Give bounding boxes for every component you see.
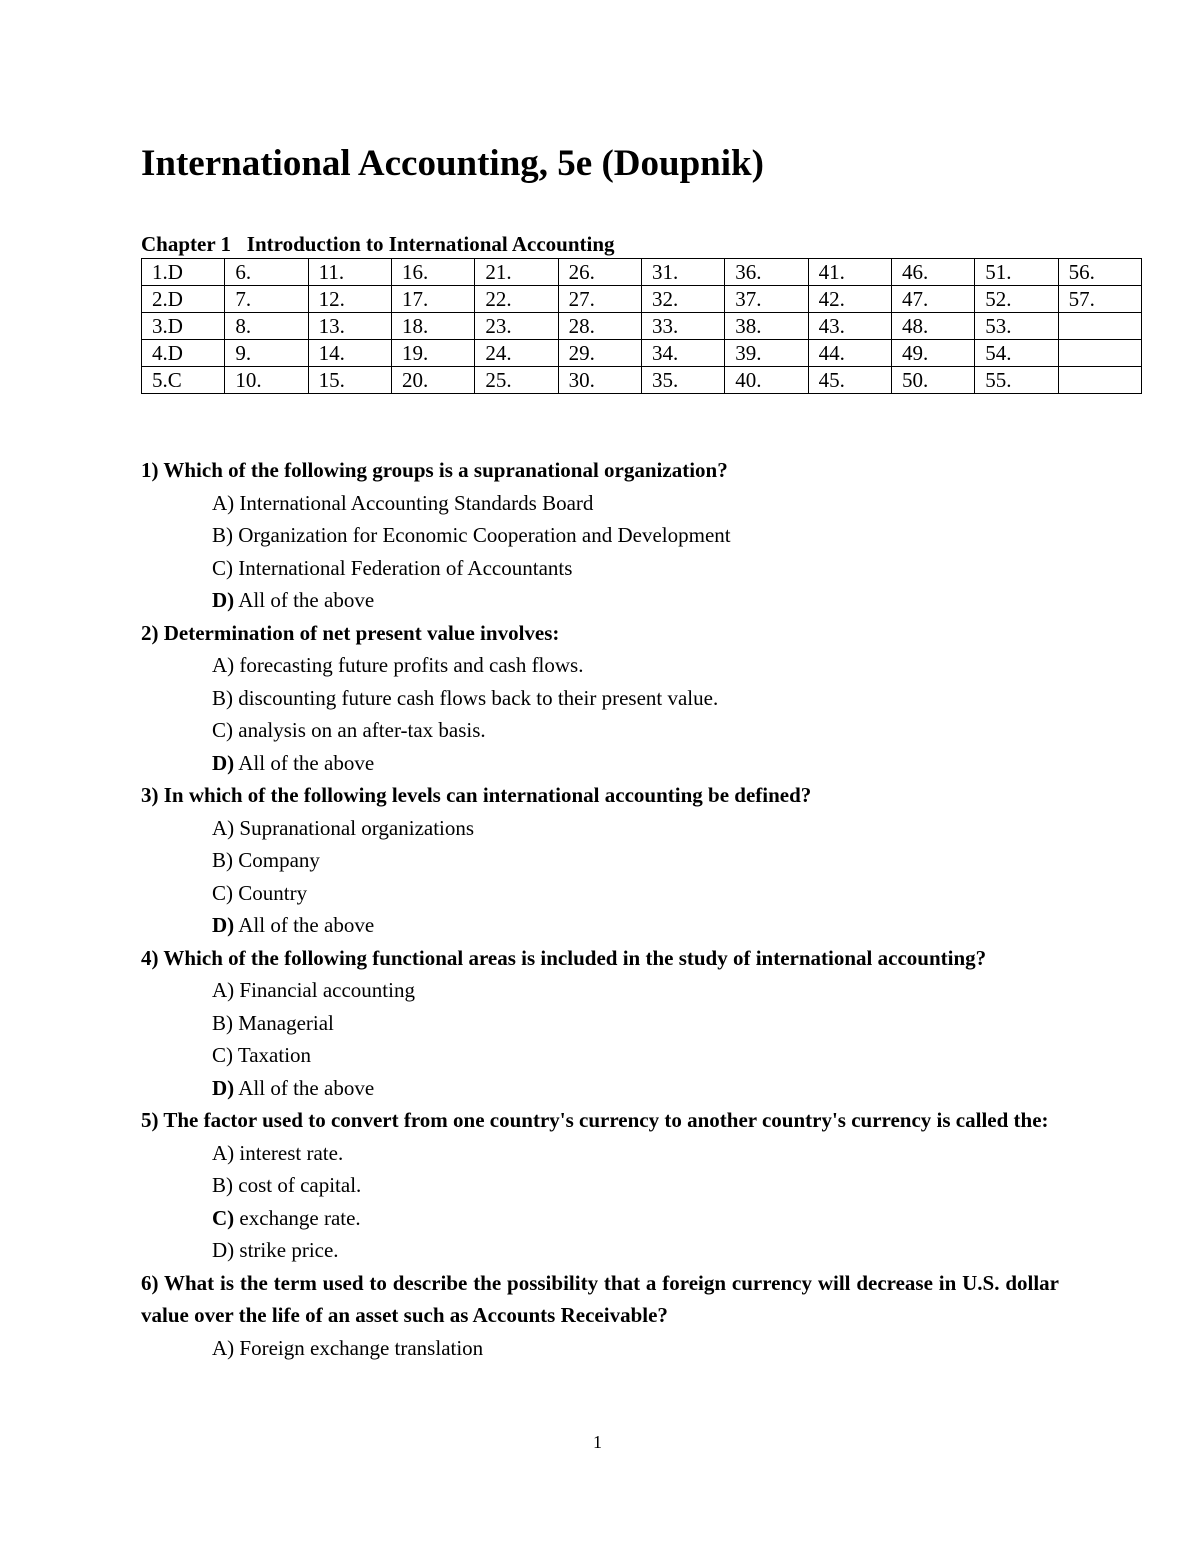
answer-option <box>141 649 1059 682</box>
option-text: Organization for Economic Cooperation and Development <box>233 523 731 547</box>
answer-key-cell: 32. <box>641 286 724 313</box>
answer-key-cell: 40. <box>725 367 808 394</box>
answer-option <box>141 877 1059 910</box>
answer-option <box>141 1202 1059 1235</box>
answer-key-cell: 34. <box>641 340 724 367</box>
answer-key-cell: 53. <box>975 313 1058 340</box>
answer-option <box>141 1332 1059 1365</box>
option-letter: B) <box>212 848 233 872</box>
answer-key-cell: 20. <box>391 367 474 394</box>
answer-key-row <box>142 286 1142 313</box>
answer-option <box>141 584 1059 617</box>
answer-option <box>141 1169 1059 1202</box>
answer-key-cell: 51. <box>975 259 1058 286</box>
chapter-heading <box>141 232 615 257</box>
option-letter: C) <box>212 555 233 580</box>
answer-key-cell <box>1058 340 1141 367</box>
answer-key-cell: 23. <box>475 313 558 340</box>
answer-option <box>141 682 1059 715</box>
option-text: strike price. <box>234 1238 339 1262</box>
answer-key-cell: 17. <box>391 286 474 313</box>
answer-option <box>141 714 1059 747</box>
answer-key-cell: 14. <box>308 340 391 367</box>
answer-key-cell: 44. <box>808 340 891 367</box>
answer-key-cell: 9. <box>225 340 308 367</box>
option-text: Managerial <box>233 1010 334 1035</box>
answer-option <box>141 909 1059 942</box>
answer-key-cell: 3.D <box>142 313 225 340</box>
answer-option <box>141 747 1059 780</box>
answer-key-cell: 21. <box>475 259 558 286</box>
answer-key-cell: 37. <box>725 286 808 313</box>
answer-key-cell: 45. <box>808 367 891 394</box>
answer-key-cell: 47. <box>891 286 974 313</box>
option-text: All of the above <box>234 588 375 612</box>
answer-key-cell: 56. <box>1058 259 1141 286</box>
page-title: International Accounting, 5e (Doupnik) <box>141 143 764 184</box>
answer-key-cell: 16. <box>391 259 474 286</box>
option-text: All of the above <box>234 1075 375 1100</box>
option-letter: D) <box>212 1238 235 1262</box>
answer-key-cell: 25. <box>475 367 558 394</box>
answer-key-cell: 13. <box>308 313 391 340</box>
answer-key-cell: 42. <box>808 286 891 313</box>
answer-key-cell: 24. <box>475 340 558 367</box>
question-list <box>141 454 1059 1364</box>
answer-option <box>141 812 1059 845</box>
option-text: cost of capital. <box>233 1173 362 1197</box>
answer-key-cell: 2.D <box>142 286 225 313</box>
answer-key-cell: 50. <box>891 367 974 394</box>
option-letter: C) <box>212 1205 235 1230</box>
answer-key-cell: 33. <box>641 313 724 340</box>
answer-key-cell: 15. <box>308 367 391 394</box>
answer-key-cell: 43. <box>808 313 891 340</box>
option-text: Foreign exchange translation <box>234 1335 484 1360</box>
chapter-name: Introduction to International Accounting <box>246 232 615 256</box>
answer-key-cell: 38. <box>725 313 808 340</box>
answer-key-cell: 36. <box>725 259 808 286</box>
option-letter: D) <box>212 588 235 612</box>
option-letter: A) <box>212 978 235 1002</box>
option-letter: D) <box>212 750 235 775</box>
answer-key-cell: 8. <box>225 313 308 340</box>
option-letter: A) <box>212 490 235 515</box>
option-text: interest rate. <box>234 1140 344 1165</box>
answer-option <box>141 974 1059 1007</box>
option-text: International Accounting Standards Board <box>234 490 594 515</box>
answer-key-cell: 28. <box>558 313 641 340</box>
option-text: Country <box>233 880 308 905</box>
option-text: Company <box>233 848 320 872</box>
answer-key-cell: 1.D <box>142 259 225 286</box>
answer-option <box>141 552 1059 585</box>
question-text: 3) In which of the following levels can international accounting be defined? <box>141 783 812 807</box>
option-letter: C) <box>212 1043 233 1067</box>
answer-key-cell: 31. <box>641 259 724 286</box>
answer-option <box>141 1234 1059 1267</box>
answer-key-cell: 22. <box>475 286 558 313</box>
option-text: exchange rate. <box>234 1205 361 1230</box>
answer-key-cell: 57. <box>1058 286 1141 313</box>
question-text: 6) What is the term used to describe the possibility that a foreign currency will decrease in U.S. dollar value over the life of an asset such as Accounts Receivable? <box>141 1270 1059 1327</box>
chapter-label: Chapter 1 <box>141 232 232 256</box>
option-text: Supranational organizations <box>234 815 475 840</box>
answer-key-cell: 41. <box>808 259 891 286</box>
answer-key-cell: 27. <box>558 286 641 313</box>
option-text: All of the above <box>234 750 375 775</box>
answer-key-cell: 7. <box>225 286 308 313</box>
answer-key-cell <box>1058 367 1141 394</box>
answer-key-row <box>142 259 1142 286</box>
option-letter: B) <box>212 1010 233 1035</box>
option-letter: D) <box>212 1075 235 1100</box>
answer-key-row <box>142 340 1142 367</box>
answer-option <box>141 1039 1059 1072</box>
option-text: All of the above <box>234 913 375 937</box>
answer-key-cell: 19. <box>391 340 474 367</box>
answer-key-cell: 35. <box>641 367 724 394</box>
answer-option <box>141 519 1059 552</box>
option-letter: B) <box>212 523 233 547</box>
option-text: Taxation <box>233 1043 312 1067</box>
answer-option <box>141 1137 1059 1170</box>
answer-key-cell <box>1058 313 1141 340</box>
option-letter: C) <box>212 880 233 905</box>
answer-key-cell: 52. <box>975 286 1058 313</box>
answer-key-cell: 6. <box>225 259 308 286</box>
answer-option <box>141 487 1059 520</box>
answer-key-cell: 49. <box>891 340 974 367</box>
option-text: discounting future cash flows back to their present value. <box>233 685 719 710</box>
option-letter: B) <box>212 685 233 710</box>
page-number: 1 <box>593 1432 602 1452</box>
answer-key-cell: 48. <box>891 313 974 340</box>
answer-key-row <box>142 367 1142 394</box>
answer-key-cell: 5.C <box>142 367 225 394</box>
option-text: Financial accounting <box>234 978 415 1002</box>
option-letter: A) <box>212 815 235 840</box>
answer-option <box>141 844 1059 877</box>
answer-key-cell: 12. <box>308 286 391 313</box>
answer-key-cell: 4.D <box>142 340 225 367</box>
question-text: 4) Which of the following functional areas is included in the study of international accounting? <box>141 945 987 970</box>
question-text: 2) Determination of net present value involves: <box>141 620 560 645</box>
option-letter: A) <box>212 1140 235 1165</box>
option-text: analysis on an after-tax basis. <box>233 718 486 742</box>
option-text: forecasting future profits and cash flows. <box>234 653 584 677</box>
answer-key-cell: 30. <box>558 367 641 394</box>
answer-key-cell: 11. <box>308 259 391 286</box>
option-letter: B) <box>212 1173 233 1197</box>
option-letter: C) <box>212 718 233 742</box>
answer-key-cell: 46. <box>891 259 974 286</box>
option-letter: A) <box>212 653 235 677</box>
answer-key-cell: 10. <box>225 367 308 394</box>
option-letter: A) <box>212 1335 235 1360</box>
answer-key-cell: 18. <box>391 313 474 340</box>
answer-key-table <box>141 258 1142 394</box>
answer-key-cell: 26. <box>558 259 641 286</box>
answer-option <box>141 1072 1059 1105</box>
option-text: International Federation of Accountants <box>233 555 573 580</box>
answer-key-row <box>142 313 1142 340</box>
answer-key-cell: 29. <box>558 340 641 367</box>
option-letter: D) <box>212 913 235 937</box>
answer-key-cell: 54. <box>975 340 1058 367</box>
question-text: 1) Which of the following groups is a supranational organization? <box>141 458 728 482</box>
answer-option <box>141 1007 1059 1040</box>
answer-key-cell: 39. <box>725 340 808 367</box>
question-text: 5) The factor used to convert from one country's currency to another country's currency is called the: <box>141 1108 1049 1132</box>
answer-key-cell: 55. <box>975 367 1058 394</box>
